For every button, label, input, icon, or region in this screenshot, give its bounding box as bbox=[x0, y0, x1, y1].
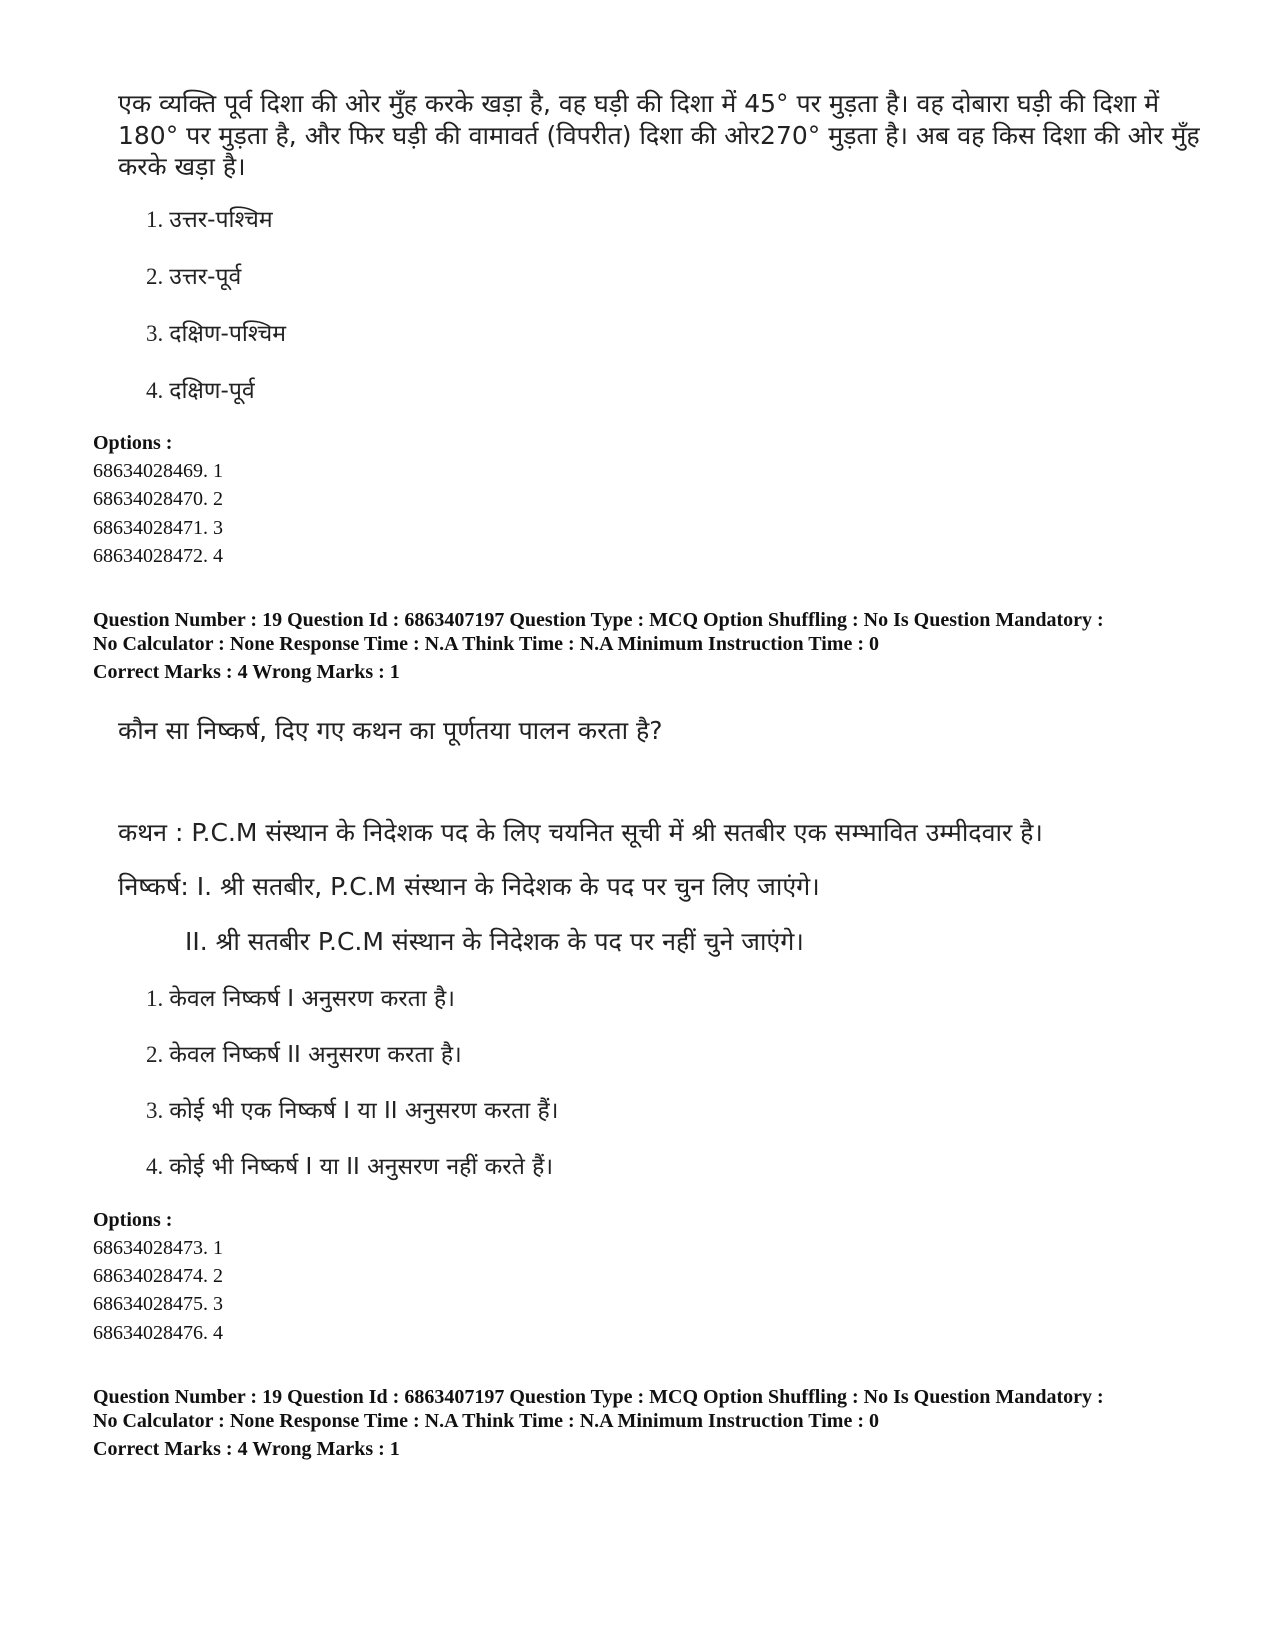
option-id-line: 68634028470. 2 bbox=[93, 488, 223, 510]
question-meta-line: No Calculator : None Response Time : N.A Think Time : N.A Minimum Instruction Time : 0 bbox=[93, 633, 879, 655]
choice-number: 3. bbox=[146, 321, 164, 346]
question-meta-line: Question Number : 19 Question Id : 6863407197 Question Type : MCQ Option Shuffling : No Is Question Mandatory : bbox=[93, 609, 1104, 631]
choice-number: 1. bbox=[146, 207, 164, 232]
option-id-line: 68634028471. 3 bbox=[93, 517, 223, 539]
choice-number: 2. bbox=[146, 1042, 164, 1067]
choice-number: 4. bbox=[146, 1154, 164, 1179]
option-id-line: 68634028469. 1 bbox=[93, 460, 223, 482]
answer-choice bbox=[146, 316, 286, 348]
choice-text: दक्षिण-पश्चिम bbox=[169, 321, 286, 347]
choice-text: कोई भी एक निष्कर्ष I या II अनुसरण करता हैं। bbox=[169, 1098, 559, 1124]
marks-line: Correct Marks : 4 Wrong Marks : 1 bbox=[93, 1438, 400, 1460]
choice-text: कोई भी निष्कर्ष I या II अनुसरण नहीं करते हैं। bbox=[169, 1154, 554, 1180]
question-meta-line: Question Number : 19 Question Id : 6863407197 Question Type : MCQ Option Shuffling : No Is Question Mandatory : bbox=[93, 1386, 1104, 1408]
answer-choice bbox=[146, 1093, 558, 1125]
question-meta-line: No Calculator : None Response Time : N.A Think Time : N.A Minimum Instruction Time : 0 bbox=[93, 1410, 879, 1432]
choice-text: उत्तर-पश्चिम bbox=[169, 207, 273, 233]
question-text: कौन सा निष्कर्ष, दिए गए कथन का पूर्णतया पालन करता है? bbox=[118, 716, 663, 745]
question-text-line: 180° पर मुड़ता है, और फिर घड़ी की वामावर्त (विपरीत) दिशा की ओर270° मुड़ता है। अब वह किस दिशा की ओर मुँह bbox=[118, 121, 1200, 150]
choice-text: केवल निष्कर्ष I अनुसरण करता है। bbox=[169, 986, 455, 1012]
answer-choice bbox=[146, 1037, 462, 1069]
answer-choice bbox=[146, 1149, 553, 1181]
option-id-line: 68634028472. 4 bbox=[93, 545, 223, 567]
question-text-line: करके खड़ा है। bbox=[118, 152, 246, 181]
marks-line: Correct Marks : 4 Wrong Marks : 1 bbox=[93, 661, 400, 683]
answer-choice bbox=[146, 202, 273, 234]
choice-text: केवल निष्कर्ष II अनुसरण करता है। bbox=[169, 1042, 462, 1068]
statement-text: कथन : P.C.M संस्थान के निदेशक पद के लिए चयनित सूची में श्री सतबीर एक सम्भावित उम्मीदवार है। bbox=[118, 818, 1043, 847]
conclusion-one: निष्कर्ष: I. श्री सतबीर, P.C.M संस्थान के निदेशक के पद पर चुन लिए जाएंगे। bbox=[118, 872, 820, 901]
answer-choice bbox=[146, 259, 241, 291]
options-heading: Options : bbox=[93, 432, 173, 454]
option-id-line: 68634028476. 4 bbox=[93, 1322, 223, 1344]
choice-text: उत्तर-पूर्व bbox=[169, 264, 242, 290]
choice-text: दक्षिण-पूर्व bbox=[169, 378, 255, 404]
answer-choice bbox=[146, 981, 455, 1013]
choice-number: 4. bbox=[146, 378, 164, 403]
option-id-line: 68634028474. 2 bbox=[93, 1265, 223, 1287]
question-text-line: एक व्यक्ति पूर्व दिशा की ओर मुँह करके खड़ा है, वह घड़ी की दिशा में 45° पर मुड़ता है। वह दोबारा घड़ी की दिशा में bbox=[118, 89, 1160, 118]
choice-number: 1. bbox=[146, 986, 164, 1011]
choice-number: 2. bbox=[146, 264, 164, 289]
conclusion-two: II. श्री सतबीर P.C.M संस्थान के निदेशक के पद पर नहीं चुने जाएंगे। bbox=[185, 927, 804, 956]
option-id-line: 68634028475. 3 bbox=[93, 1293, 223, 1315]
option-id-line: 68634028473. 1 bbox=[93, 1237, 223, 1259]
options-heading: Options : bbox=[93, 1209, 173, 1231]
choice-number: 3. bbox=[146, 1098, 164, 1123]
answer-choice bbox=[146, 373, 255, 405]
